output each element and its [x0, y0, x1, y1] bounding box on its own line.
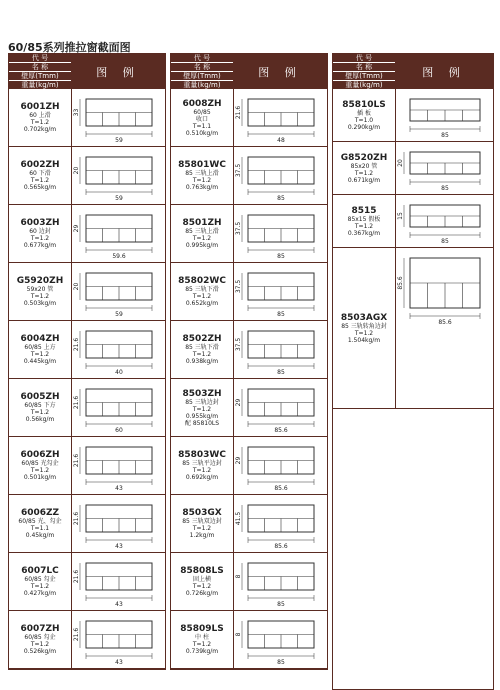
- profile-drawing: [72, 205, 164, 262]
- profile-info: [9, 321, 72, 378]
- profile-info: [171, 147, 234, 204]
- profile-weight: 0.427kg/m: [23, 590, 57, 597]
- dim-height-label: 21.6: [73, 569, 80, 584]
- dim-width-label: 85: [441, 238, 449, 245]
- profile-figure: [72, 205, 164, 262]
- profile-drawing: [396, 142, 492, 194]
- profile-figure: [234, 379, 326, 436]
- profile-info: [9, 437, 72, 494]
- profile-row: [171, 379, 327, 437]
- dim-width-label: 85: [277, 253, 285, 260]
- profile-weight: 0.652kg/m: [185, 300, 219, 307]
- header-name: 名 称: [9, 63, 71, 72]
- profile-figure: [234, 89, 326, 146]
- dim-height-label: 85.6: [397, 276, 404, 290]
- profile-weight: 0.763kg/m: [185, 184, 219, 191]
- profile-code: 85801WC: [178, 160, 226, 170]
- profile-name: 85 三轨边封: [185, 398, 219, 406]
- profile-figure: [234, 321, 326, 378]
- profile-drawing: [234, 147, 326, 204]
- header-weight: 重量(kg/m): [21, 81, 59, 89]
- profile-weight: 0.367kg/m: [347, 229, 381, 237]
- page-title: 60/85系列推拉窗截面图: [8, 41, 131, 54]
- column-2: [170, 53, 328, 670]
- dim-width-label: 43: [115, 659, 123, 666]
- dim-height-label: 21.6: [73, 511, 80, 526]
- profile-row: [333, 248, 493, 409]
- profile-thickness: T=1.2: [30, 467, 50, 474]
- profile-name: 85 三轨平边封: [182, 460, 222, 467]
- profile-row: [333, 195, 493, 248]
- profile-name: 85 三轨上滑: [185, 170, 219, 177]
- dim-width-label: 59: [115, 311, 123, 318]
- profile-thickness: T=1.2: [30, 641, 50, 648]
- profile-info: [9, 263, 72, 320]
- dim-height-label: 8: [235, 574, 242, 579]
- profile-figure: [396, 142, 492, 194]
- dim-height-label: 41.5: [235, 511, 242, 526]
- header-labels: [9, 54, 71, 89]
- profile-figure: [72, 379, 164, 436]
- profile-info: [333, 248, 396, 408]
- profile-weight: 0.995kg/m: [185, 242, 219, 249]
- profile-code: 8515: [351, 205, 377, 216]
- dim-height-label: 37.5: [235, 279, 242, 294]
- profile-info: [171, 321, 234, 378]
- profile-thickness: T=1.2: [354, 329, 374, 337]
- profile-weight: 0.955kg/m: [185, 412, 219, 420]
- dim-width-label: 60: [115, 427, 123, 434]
- profile-code: 6007LC: [21, 566, 59, 576]
- profile-weight: 1.2kg/m: [189, 532, 215, 539]
- profile-row: [333, 142, 493, 195]
- profile-thickness: T=1.2: [30, 293, 50, 300]
- profile-weight: 0.671kg/m: [347, 176, 381, 184]
- profile-thickness: T=1.2: [354, 169, 374, 177]
- profile-code: 8502ZH: [182, 334, 222, 344]
- dim-width-label: 43: [115, 543, 123, 550]
- profile-code: 6004ZH: [20, 334, 60, 344]
- profile-row: [171, 553, 327, 611]
- profile-thickness: T=1.2: [354, 222, 374, 230]
- profile-code: 85802WC: [178, 276, 226, 286]
- dim-width-label: 85: [277, 369, 285, 376]
- dim-width-label: 85.6: [438, 319, 452, 326]
- profile-drawing: [396, 89, 492, 141]
- profile-name: 中 柱: [195, 634, 209, 641]
- profile-name: 85x15 假板: [347, 215, 381, 223]
- dim-height-label: 21.6: [73, 337, 80, 352]
- dim-height-label: 29: [235, 456, 242, 465]
- profile-code: 8503AGX: [340, 312, 388, 323]
- profile-name: 60/85 光、勾企: [18, 518, 62, 525]
- dim-width-label: 85: [277, 311, 285, 318]
- profile-drawing: [396, 248, 492, 328]
- profile-row: [9, 553, 165, 611]
- profile-info: [171, 611, 234, 668]
- profile-drawing: [234, 263, 326, 320]
- profile-code: 8501ZH: [182, 218, 222, 228]
- profile-weight: 0.526kg/m: [23, 648, 57, 655]
- profile-name: 59x20 管: [26, 286, 54, 293]
- profile-figure: [396, 248, 492, 408]
- profile-info: [171, 263, 234, 320]
- profile-row: [9, 437, 165, 495]
- dim-height-label: 20: [73, 166, 80, 175]
- profile-name: 60 下滑: [29, 170, 51, 177]
- column-1-rows: [9, 89, 165, 669]
- profile-row: [9, 611, 165, 669]
- dim-height-label: 21.6: [235, 105, 242, 120]
- profile-row: [171, 263, 327, 321]
- dim-width-label: 48: [277, 137, 285, 144]
- profile-info: [9, 553, 72, 610]
- profile-thickness: T=1.2: [30, 177, 50, 184]
- profile-weight: 0.445kg/m: [23, 358, 57, 365]
- dim-width-label: 85.6: [274, 485, 288, 492]
- dim-height-label: 37.5: [235, 337, 242, 352]
- profile-drawing: [234, 379, 326, 436]
- dim-width-label: 59: [115, 195, 123, 202]
- profile-thickness: T=1.2: [30, 235, 50, 242]
- profile-info: [9, 89, 72, 146]
- profile-drawing: [234, 495, 326, 552]
- profile-name: 85 三轨下滑: [185, 286, 219, 293]
- header-code: 代 号: [171, 54, 233, 63]
- profile-row: [171, 89, 327, 147]
- profile-name: 60/85 上方: [24, 344, 56, 351]
- profile-name: 60/85 光勾企: [21, 460, 59, 467]
- profile-name-2: 收口: [195, 115, 208, 123]
- profile-name: 85 三轨下滑: [185, 344, 219, 351]
- profile-name: 85 三轨转角边封: [341, 322, 387, 330]
- profile-code: 85810LS: [342, 99, 386, 110]
- column-1: [8, 53, 166, 670]
- profile-name: 60/85 下方: [24, 402, 56, 409]
- header-figure: 图 例: [233, 54, 327, 89]
- profile-row: [171, 611, 327, 669]
- profile-figure: [72, 553, 164, 610]
- dim-height-label: 21.6: [73, 627, 80, 642]
- profile-info: [9, 611, 72, 668]
- profile-figure: [396, 89, 492, 141]
- dim-height-label: 37.5: [235, 163, 242, 178]
- dim-height-label: 21.6: [73, 395, 80, 410]
- dim-width-label: 59: [115, 137, 123, 144]
- header-labels: [171, 54, 233, 89]
- dim-height-label: 20: [397, 159, 404, 167]
- profile-drawing: [72, 379, 164, 436]
- profile-info: [171, 553, 234, 610]
- profile-figure: [234, 553, 326, 610]
- dim-width-label: 85.6: [274, 427, 288, 434]
- profile-name: 60/85: [193, 108, 211, 116]
- dim-width-label: 85: [277, 659, 285, 666]
- profile-drawing: [234, 437, 326, 494]
- profile-figure: [72, 495, 164, 552]
- profile-weight: 0.726kg/m: [185, 590, 219, 597]
- profile-name: 85 三轨上滑: [185, 228, 219, 235]
- profile-code: 6002ZH: [20, 160, 60, 170]
- header-code: 代 号: [333, 54, 395, 63]
- profile-code: 85808LS: [180, 566, 224, 576]
- profile-name: 插 板: [357, 109, 371, 117]
- header-code: 代 号: [9, 54, 71, 63]
- profile-info: [333, 89, 396, 141]
- profile-row: [171, 147, 327, 205]
- header-labels: [333, 54, 395, 89]
- profile-thickness: T=1.2: [192, 235, 212, 242]
- dim-width-label: 85: [277, 195, 285, 202]
- profile-thickness: T=1.2: [30, 119, 50, 126]
- profile-figure: [72, 263, 164, 320]
- profile-weight: 0.510kg/m: [185, 129, 219, 137]
- dim-height-label: 21.6: [73, 453, 80, 468]
- profile-extra: 配 85810LS: [184, 419, 220, 427]
- header-figure: 图 例: [395, 54, 493, 89]
- profile-code: 6001ZH: [20, 102, 60, 112]
- profile-row: [9, 205, 165, 263]
- profile-code: 6006ZH: [20, 450, 60, 460]
- profile-code: 8503GX: [182, 508, 222, 518]
- profile-code: 8503ZH: [182, 388, 222, 399]
- profile-code: 85809LS: [180, 624, 224, 634]
- profile-weight: 0.56kg/m: [25, 416, 55, 423]
- profile-drawing: [72, 553, 164, 610]
- profile-drawing: [234, 321, 326, 378]
- profile-info: [171, 89, 234, 146]
- profile-thickness: T=1.2: [192, 525, 212, 532]
- profile-row: [9, 379, 165, 437]
- profile-figure: [72, 321, 164, 378]
- header-weight: 重量(kg/m): [183, 81, 221, 89]
- dim-width-label: 85: [277, 601, 285, 608]
- profile-thickness: T=1.2: [192, 583, 212, 590]
- profile-name: 85 三轨双边封: [182, 518, 222, 525]
- profile-info: [9, 495, 72, 552]
- dim-width-label: 85.6: [274, 543, 288, 550]
- header-name: 名 称: [333, 63, 395, 72]
- dim-height-label: 15: [397, 212, 404, 220]
- profile-code: 6005ZH: [20, 392, 60, 402]
- profile-info: [333, 195, 396, 247]
- profile-figure: [72, 437, 164, 494]
- profile-figure: [72, 147, 164, 204]
- profile-code: 85803WC: [178, 450, 226, 460]
- profile-code: 6003ZH: [20, 218, 60, 228]
- profile-row: [9, 495, 165, 553]
- dim-height-label: 29: [73, 224, 80, 233]
- profile-figure: [234, 147, 326, 204]
- profile-thickness: T=1.0: [354, 116, 374, 124]
- profile-thickness: T=1.2: [192, 467, 212, 474]
- profile-drawing: [72, 611, 164, 668]
- profile-figure: [234, 495, 326, 552]
- profile-row: [171, 321, 327, 379]
- profile-code: 6008ZH: [182, 98, 222, 109]
- profile-info: [9, 147, 72, 204]
- profile-weight: 0.565kg/m: [23, 184, 57, 191]
- profile-info: [171, 437, 234, 494]
- profile-thickness: T=1.2: [192, 293, 212, 300]
- profile-code: 6007ZH: [20, 624, 60, 634]
- profile-row: [171, 495, 327, 553]
- profile-weight: 0.290kg/m: [347, 123, 381, 131]
- profile-weight: 0.938kg/m: [185, 358, 219, 365]
- profile-drawing: [234, 611, 326, 668]
- profile-info: [171, 495, 234, 552]
- profile-code: 6006ZZ: [20, 508, 60, 518]
- profile-figure: [396, 195, 492, 247]
- profile-drawing: [72, 495, 164, 552]
- profile-name: 60 边封: [29, 228, 51, 235]
- empty-area: [333, 409, 493, 689]
- profile-row: [9, 321, 165, 379]
- profile-weight: 0.692kg/m: [185, 474, 219, 481]
- profile-figure: [72, 611, 164, 668]
- profile-figure: [234, 205, 326, 262]
- profile-thickness: T=1.2: [192, 351, 212, 358]
- profile-drawing: [72, 89, 164, 146]
- profile-thickness: T=1.2: [30, 409, 50, 416]
- profile-drawing: [72, 321, 164, 378]
- header-name: 名 称: [171, 63, 233, 72]
- profile-weight: 0.677kg/m: [23, 242, 57, 249]
- dim-width-label: 85: [441, 185, 449, 192]
- dim-height-label: 37.5: [235, 221, 242, 236]
- profile-row: [9, 147, 165, 205]
- profile-info: [9, 379, 72, 436]
- dim-height-label: 20: [73, 282, 80, 291]
- profile-figure: [234, 437, 326, 494]
- column-2-rows: [171, 89, 327, 669]
- profile-code: G5920ZH: [16, 276, 64, 286]
- dim-height-label: 33: [73, 108, 80, 117]
- header-thickness: 壁厚(Tmm): [333, 72, 395, 81]
- profile-info: [171, 205, 234, 262]
- profile-thickness: T=1.1: [192, 122, 212, 130]
- dim-height-label: 8: [235, 632, 242, 637]
- column-3-rows: [333, 89, 493, 689]
- profile-row: [171, 437, 327, 495]
- profile-drawing: [72, 437, 164, 494]
- profile-info: [9, 205, 72, 262]
- dim-width-label: 85: [441, 132, 449, 139]
- profile-thickness: T=1.2: [30, 351, 50, 358]
- profile-weight: 0.503kg/m: [23, 300, 57, 307]
- profile-info: [333, 142, 396, 194]
- profile-code: G8520ZH: [340, 152, 388, 163]
- dim-width-label: 43: [115, 485, 123, 492]
- profile-weight: 1.504kg/m: [347, 336, 381, 344]
- profile-info: [171, 379, 234, 436]
- profile-figure: [72, 89, 164, 146]
- header-thickness: 壁厚(Tmm): [171, 72, 233, 81]
- profile-drawing: [72, 263, 164, 320]
- profile-name: 85x20 管: [350, 162, 378, 170]
- header-thickness: 壁厚(Tmm): [9, 72, 71, 81]
- profile-row: [9, 263, 165, 321]
- profile-weight: 0.501kg/m: [23, 474, 57, 481]
- profile-thickness: T=1.2: [30, 583, 50, 590]
- profile-drawing: [234, 89, 326, 146]
- profile-row: [333, 89, 493, 142]
- profile-name: 60 上滑: [29, 112, 51, 119]
- profile-weight: 0.739kg/m: [185, 648, 219, 655]
- profile-name: 60/85 勾企: [24, 576, 56, 583]
- profile-drawing: [396, 195, 492, 247]
- header-weight: 重量(kg/m): [345, 81, 383, 89]
- profile-drawing: [234, 553, 326, 610]
- header-figure: 图 例: [71, 54, 165, 89]
- profile-name: 60/85 勾企: [24, 634, 56, 641]
- profile-thickness: T=1.2: [192, 405, 212, 413]
- profile-weight: 0.45kg/m: [25, 532, 55, 539]
- profile-thickness: T=1.2: [192, 177, 212, 184]
- profile-figure: [234, 611, 326, 668]
- dim-width-label: 59.6: [112, 253, 126, 260]
- column-3: [332, 53, 494, 690]
- profile-thickness: T=1.2: [192, 641, 212, 648]
- profile-thickness: T=1.1: [30, 525, 50, 532]
- dim-height-label: 29: [235, 398, 242, 407]
- profile-row: [9, 89, 165, 147]
- dim-width-label: 40: [115, 369, 123, 376]
- profile-name: 固上横: [192, 576, 211, 583]
- profile-drawing: [72, 147, 164, 204]
- profile-drawing: [234, 205, 326, 262]
- dim-width-label: 43: [115, 601, 123, 608]
- profile-weight: 0.702kg/m: [23, 126, 57, 133]
- profile-figure: [234, 263, 326, 320]
- profile-row: [171, 205, 327, 263]
